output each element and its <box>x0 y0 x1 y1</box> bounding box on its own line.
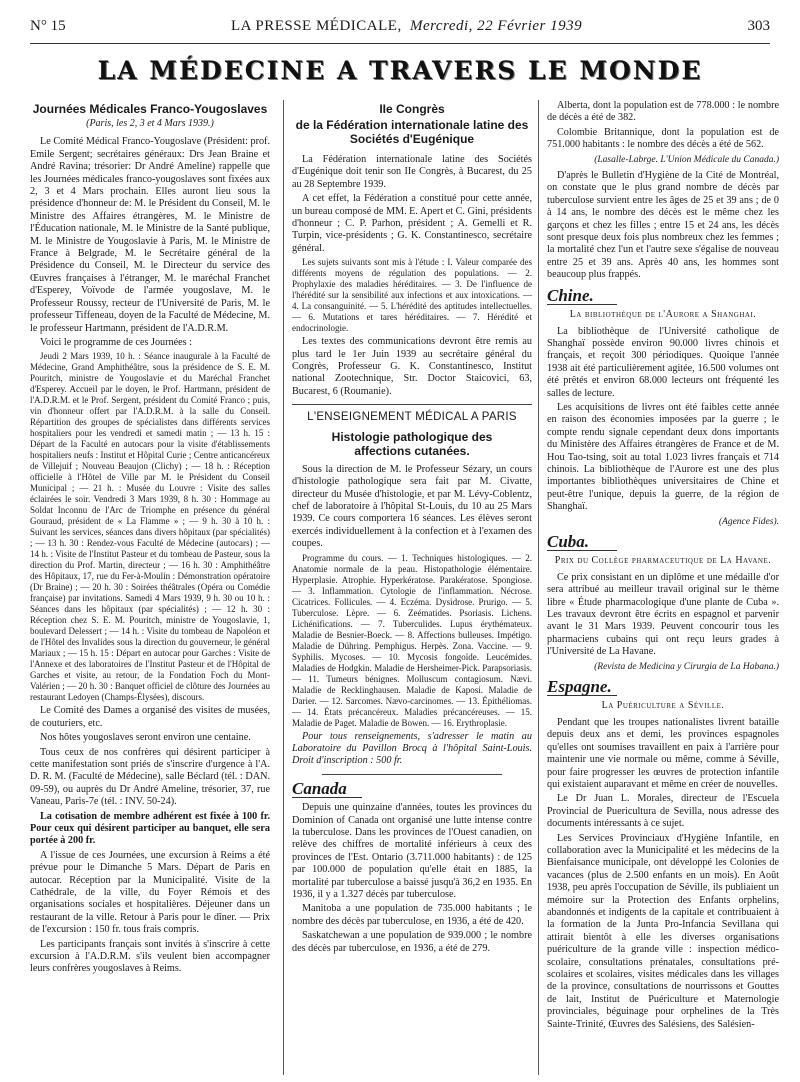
source-citation: (Lasalle-Labrge. L'Union Médicale du Canada.) <box>594 154 779 165</box>
country-heading-china: Chine. <box>547 290 617 305</box>
subsection-title: La Puériculture a Séville. <box>601 700 725 712</box>
paragraph: La bibliothèque de l'Université catholique de Shanghaï possède environ 90.000 livres chinois et français, et reçoit 300 périodiques. Quoique l'année 1938 ait été particulièrement agitée, 16.500 volumes ont été prêtés et environ 68.000 lecteurs ont fréquenté les salles de lecture. <box>547 325 779 399</box>
paragraph: Voici le programme de ces Journées : <box>40 336 193 348</box>
congress-subtitle: de la Fédération internationale latine des Sociétés d'Eugénique <box>295 118 529 146</box>
column-3 <box>538 100 779 1075</box>
course-title: Histologie pathologique des affections cutanées. <box>331 429 493 458</box>
paragraph: Tous ceux de nos confrères qui désirent participer à cette manifestation sont priés de s'inscrire d'urgence à l'A. D. R. M. (Faculté de Médecine), salle Béclard (tél. : DAN. 09-59), ou auprès du Dr André Ameline, trésorier, 37, rue Vaneau, Paris-7e (tél. : INV. 50-24). <box>30 746 270 808</box>
paragraph: Pour tous renseignements, s'adresser le matin au Laboratoire du Pavillon Brocq à l'hôpital Saint-Louis. Droit d'inscription : 500 fr. <box>292 730 532 767</box>
divider <box>322 774 502 775</box>
article-subtitle: (Paris, les 2, 3 et 4 Mars 1939.) <box>86 118 214 129</box>
paragraph: Saskatchewan a une population de 939.000 ; le nombre des décès par tuberculose, en 1936, a été de 279. <box>292 930 532 954</box>
issue-date: Mercredi, 22 Février 1939 <box>409 18 583 34</box>
country-heading-cuba: Cuba. <box>547 536 617 551</box>
paragraph: Le Dr Juan L. Morales, directeur de l'Escuela Provincial de Puericultura de Sevilla, nous adresse des documents intéressants à ce sujet. <box>547 793 779 830</box>
column-2 <box>283 100 532 1075</box>
paragraph: Pendant que les troupes nationalistes livrent bataille depuis deux ans et demi, les provinces espagnoles qu'elles ont soumises travaillent en paix à l'arrière pour maintenir une vie normale ou même, comme à Séville, pour faire progresser les œuvres de protection infantile qui existaient auparavant et même en créer de nouvelles. <box>547 716 779 790</box>
page-header <box>30 18 770 42</box>
paragraph: La cotisation de membre adhérent est fixée à 100 fr. Pour ceux qui désirent participer au banquet, elle sera portée à 200 fr. <box>30 810 270 847</box>
paragraph: La Fédération internationale latine des Sociétés d'Eugénique doit tenir son IIe Congrès, à Bucarest, du 25 au 28 Septembre 1939. <box>292 154 532 190</box>
subsection-title: Prix du Collège pharmaceutique de La Havane. <box>554 555 772 567</box>
paragraph: A cet effet, la Fédération a constitué pour cette année, un bureau composé de MM. E. Apert et C. Gini, présidents d'honneur ; C. P. Parhon, président ; A. Gemelli et R. Turpin, vice-présidents ; G. K. Constantinesco, secrétaire général. <box>292 193 532 254</box>
source-citation: (Revista de Medicina y Cirurgia de La Habana.) <box>594 661 779 672</box>
paragraph: Sous la direction de M. le Professeur Sézary, un cours d'histologie pathologique sera fait par M. Civatte, directeur du Musée d'histologie, et par M. Lévy-Coblentz, chef de laboratoire à l'hôpital St-Louis, du 10 au 25 Mars 1939. Ce cours comportera 16 séances. Les élèves seront exercés individuellement à la confection et à l'examen des coupes. <box>292 463 532 550</box>
paragraph: Le Comité des Dames a organisé des visites de musées, de couturiers, etc. <box>30 705 270 729</box>
paragraph: Depuis une quinzaine d'années, toutes les provinces du Dominion of Canada ont organisé une lutte intense contre la tuberculose. Dans les provinces de l'Ouest canadien, on relève des chiffres de mortalité inférieurs à ceux des provinces de l'Est. Ontario (3.711.000 habitants) : de 125 par 100.000 de population qu'elle était en 1885, la mortalité par tuberculose a baissé jusqu'à 36,2 en 1935. En 1936, il y a 1.327 décès par tuberculose. <box>292 802 532 900</box>
paragraph: Le Comité Médical Franco-Yougoslave (Président: prof. Emile Sergent; secrétaires généraux: Drs Jean Braine et André Ravina; trésorier: Dr André Ameline) rappelle que les Journées médicales franco-yougoslaves sont fixées aux 2, 3 et 4 Mars prochain. Elles auront lieu sous la présidence d'honneur de: M. le Président du Conseil, M. le Ministre des Affaires étrangères, M. le Ministre de l'Éducation nationale, M. le Ministre de la Santé publique, M. le Ministre de Yougoslavie à Paris, M. le Ministre de France à Belgrade, M. le Secrétaire général de la Présidence du Conseil, M. le Directeur du service des Œuvres françaises à l'étranger, M. le maréchal Franchet d'Esperey, Voïvode de l'armée yougoslave, M. le Professeur Roussy, recteur de l'Université de Paris, M. le professeur Tiffeneau, doyen de la Faculté de Médecine, M. le professeur Hartmann, président de l'A.D.R.M. <box>30 136 270 334</box>
issue-number: N° 15 <box>30 18 66 34</box>
paragraph: Ce prix consistant en un diplôme et une médaille d'or sera attribué au meilleur travail original sur le thème libre « Étude pharmacologique d'une plante de Cuba ». Les travaux devront être écrits en espagnol et parvenir avant le 31 Mars 1939. Peuvent concourir tous les pharmaciens cubains qui ont reçu leurs grades à l'Université de La Havane. <box>547 571 779 658</box>
paragraph: Colombie Britannique, dont la population est de 751.000 habitants : le nombre des décès a été de 562. <box>547 126 779 151</box>
subsection-title: La bibliothèque de l'Aurore a Shanghai. <box>569 309 757 321</box>
paragraph: Les Services Provinciaux d'Hygiène Infantile, en collaboration avec la Municipalité et les médecins de la Bienfaisance municipale, ont développé les Colonies de vacances (plus de 2.500 enfants en un mois). En Août 1938, peu après l'occupation de Séville, ils publiaient un mémoire sur la Protection des Enfants orphelins, abandonnés et indigents de la capitale et contribuaient à la formation de la Junta Pro-Infancia Sevillana qui attirait bientôt à elle les diverses organisations puériculture de la grande ville : inspection médico-scolaire, consultations prénatales, consultations pré-scolaires et scolaires, visites médicales dans les villages de la province, consultations de nourrissons et Gouttes de lait, Institut de Puériculture et Maternologie provinciales, béguinage pour orphelines de la Très Sainte-Trinité, Œuvres des Salésiens, des Salésien- <box>547 832 779 1030</box>
source-citation: (Agence Fides). <box>718 516 779 527</box>
article-title: Journées Médicales Franco-Yougoslaves <box>32 102 268 116</box>
header-rule <box>30 43 770 44</box>
paragraph: Alberta, dont la population est de 778.000 : le nombre de décès a été de 382. <box>547 100 779 124</box>
column-1 <box>30 100 270 1075</box>
journal-name: LA PRESSE MÉDICALE, <box>230 18 402 34</box>
paragraph: D'après le Bulletin d'Hygiène de la Cité de Montréal, on constate que le plus grand nombre de décès par tuberculose survient entre les âges de 25 et 39 ans ; de 0 à 14 ans, le nombre des décès est le même chez les garçons et chez les filles ; entre 15 et 24 ans, les décès sont presque deux fois plus nombreux chez les femmes ; la mortalité chez l'un et l'autre sexe s'égalise de nouveau entre 25 et 39 ans. Après 40 ans, les hommes sont beaucoup plus frappés. <box>547 170 779 281</box>
paragraph: Les participants français sont invités à s'inscrire à cette excursion à l'A.D.R.M. s'ils veulent bien accompagner leurs confrères yougoslaves à Reims. <box>30 938 270 975</box>
section-heading: L'ENSEIGNEMENT MÉDICAL A PARIS <box>292 404 532 423</box>
paragraph: Nos hôtes yougoslaves seront environ une centaine. <box>40 732 251 744</box>
country-heading-canada: Canada <box>292 783 362 798</box>
paragraph: Les sujets suivants sont mis à l'étude : I. Valeur comparée des différents moyens de régulation des populations. — 2. Prophylaxie des maladies héréditaires. — 3. De l'influence de l'hérédité sur la sensibilité aux infections et aux intoxications. — 4. La consanguinité. — 5. L'hérédité des aptitudes intellectuelles. — 6. Mutations et tares héréditaires. — 7. Hérédité et endocrinologie. <box>292 257 532 334</box>
course-program: Programme du cours. — 1. Techniques histologiques. — 2. Anatomie normale de la peau. Histopathologie élémentaire. Hyperplasie. Atrophie. Hyperkératose. Parakératose. Spongiose. — 3. Inflammation. Cytologie de l'inflammation. Nécrose. Cicatrices. Follicules. — 4. Eczéma. Dysidrose. Prurigo. — 5. Tuberculose. Lèpre. — 6. Zeématides. Psoriasis. Lichens. Lichénifications. — 7. Tuberculides. Lupus érythémateux. Maladie de Besnier-Boeck. — 8. Affections bulleuses. Impétigo. Maladie de Dühring. Pemphigus. Herpès. Zona. Vaccine. — 9. Syphilis. Mycoses. — 10. Mycosis fongoïde. Leucémides. Maladies de Hodgkin. Maladie de Hersheimer-Pick. Parapsoriasis. — 11. Tumeurs bénignes. Molluscum contagiosum. Nævi. Maladie de Recklinghausen. Maladie de Kaposi. Maladie de Darier. — 12. Sarcomes. Nævo-carcinomes. — 13. Épithéliomas. — 14. États précancéreux. Maladies précancéreuses. — 15. Maladie de Paget. Maladie de Bowen. — 16. Erythroplasie. <box>292 552 532 728</box>
paragraph: Les acquisitions de livres ont été faibles cette année en raison des économies imposées par la guerre ; le compte rendu signale cependant deux dons importants du Ministère des Affaires étrangères de France et de M. Hou Tao-tsing, soit au total 1.023 livres français et 714 chinois. La bibliothèque de l'Aurore est une des plus importantes bibliothèques universitaires de Chine et peut-être l'unique, depuis la guerre, de la région de Shanghaï. <box>547 401 779 513</box>
country-heading-spain: Espagne. <box>547 681 617 696</box>
paragraph: Les textes des communications devront être remis au plus tard le 1er Juin 1939 au secrétaire général du Congrès, Professeur G. K. Constantinesco, Institut national Zootechnique, Str. Doctor Staicovici, 63, Bucarest, 6 (Roumanie). <box>292 336 532 397</box>
page-number: 303 <box>747 18 770 34</box>
journal-title <box>66 18 748 35</box>
paragraph: Manitoba a une population de 735.000 habitants ; le nombre des décès par tuberculose, en 1936, a été de 420. <box>292 903 532 927</box>
program-text: Jeudi 2 Mars 1939, 10 h. : Séance inaugurale à la Faculté de Médecine, Grand Amphithéâtre, sous la présidence de S. E. M. Pouritch, ministre de Yougoslavie et du Maréchal Franchet d'Esperey. Accueil par le doyen, le Prof. Hartmann, président de l'A.D.R.M. et le Prof. Sergent, président du Comité Franco ; puis, vin d'honneur offert par l'A.D.R.M. à la salle du Conseil. Répartition des groupes de spécialistes dans différents services hospitaliers pour les vendredi et samedi matin ; — 13 h. 15 : Départ de la Faculté en autocars pour la visite d'établissements hospitaliers neufs : Institut et Hôpital Curie ; Centre anticancéreux de Villejuif ; Nouveau Beaujon (Clichy) ; — 18 h. : Réception officielle à l'Hôtel de Ville par M. le Président du Conseil Municipal ; — 21 h. : Musée du Louvre : Visite des salles éclairées le soir. Vendredi 3 Mars 1939, 8 h. 30 : Hommage au Soldat Inconnu de l'Arc de Triomphe en présence du général Gouraud, président de « La Flamme » ; — 9 h. 30 à 10 h. : Suivant les services, séances dans divers hôpitaux (par spécialités) ; — 13 h. 30 : Rendez-vous Faculté de Médecine (autocars) ; — 14 h. : Visite de l'Institut Pasteur et du tombeau de Pasteur, sous la direction du Prof. Martin, directeur ; — 16 h. 30 : Amphithéâtre des Hôpitaux, 17, rue du Fer-à-Moulin : Démonstration opératoire (Dr Braine) ; — 20 h. 30 : Soirées théâtrales (Opéra ou Comédie française) par invitations. Samedi 4 Mars 1939, 9 h. 30 ou 10 h. : Séances dans les hôpitaux (par spécialités) ; — 12 h. 30 : Réception chez S. E. M. Pouritch, ministre de Yougoslavie, 1, boulevard Delessert ; — 14 h. : Visite du tombeau de Napoléon et de l'Hôtel des Invalides sous la direction du gouverneur, le général Mariaux ; — 15 h. 15 : Départ en autocar pour Garches : Visite de l'Annexe et des laboratoires de l'Institut Pasteur et de l'Hôpital de Garches et visite, au retour, de la Fondation Foch du Mont-Valérien ; — 20 h. 30 : Banquet officiel de clôture des Journées au restaurant Ledoyen (Champs-Élysées), discours. <box>30 351 270 703</box>
section-banner: LA MÉDECINE A TRAVERS LE MONDE <box>97 56 703 85</box>
congress-title: IIe Congrès <box>379 102 445 116</box>
paragraph: A l'issue de ces Journées, une excursion à Reims a été prévue pour le Dimanche 5 Mars. Départ de Paris en autocar. Réception par la Municipalité. Visite de la Cathédrale, de la ville, du Foyer Rémois et des organisations sociales et hospitalières. Déjeuner dans un restaurant de la ville. Retour à Paris pour le dîner. — Prix de l'excursion : 150 fr. tous frais compris. <box>30 849 270 936</box>
